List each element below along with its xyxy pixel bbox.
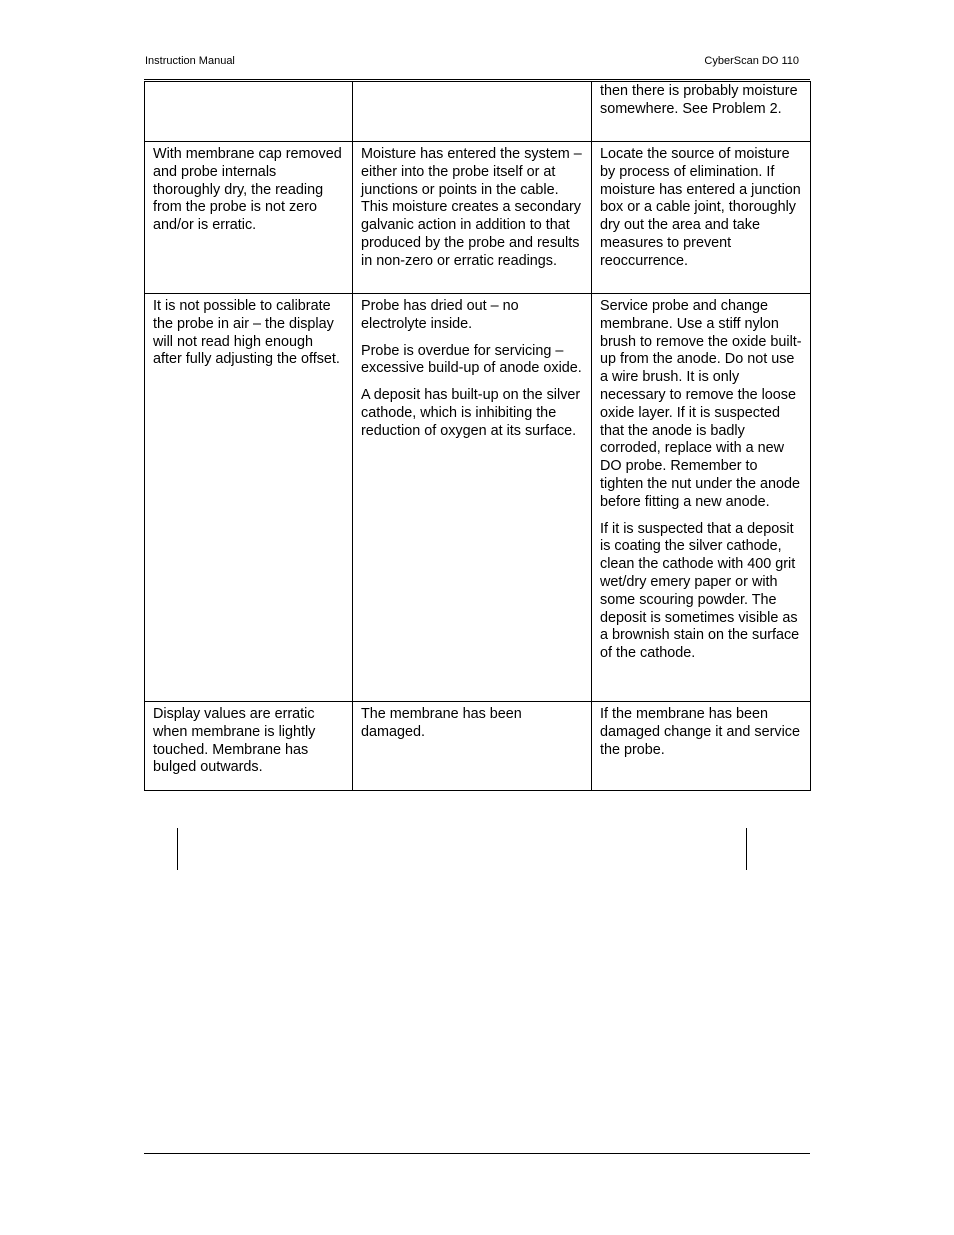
problem-text: It is not possible to calibrate the probe in air – the display will not read high enough after fully adjusting the offset.: [153, 298, 340, 368]
header-product-name: CyberScan DO 110: [704, 55, 799, 67]
header-divider: [144, 79, 810, 80]
change-bar-left: [177, 828, 178, 870]
troubleshooting-table: [144, 81, 811, 791]
cause-cell: [353, 142, 592, 294]
cause-cell: [353, 702, 592, 791]
table-row: [145, 702, 811, 791]
header-manual-title: Instruction Manual: [145, 55, 235, 67]
cause-text: Probe is overdue for servicing – excessive build-up of anode oxide.: [361, 342, 582, 377]
problem-text: With membrane cap removed and probe internals thoroughly dry, the reading from the probe is not zero and/or is erratic.: [153, 146, 342, 234]
change-bar-right: [746, 828, 747, 870]
problem-cell: [145, 142, 353, 294]
cause-text: Probe has dried out – no electrolyte inside.: [361, 298, 519, 332]
table-row: [145, 82, 811, 142]
action-text: If it is suspected that a deposit is coating the silver cathode, clean the cathode with 400 grit wet/dry emery paper or with some scouring powder. The deposit is sometimes visible as a brownish stain on the surface of the cathode.: [600, 520, 800, 662]
table-row: [145, 142, 811, 294]
table-row: [145, 294, 811, 702]
action-cell: [592, 82, 811, 142]
problem-cell: [145, 702, 353, 791]
cause-cell: [353, 82, 592, 142]
cause-cell: [353, 294, 592, 702]
cause-text: A deposit has built-up on the silver cathode, which is inhibiting the reduction of oxygen at its surface.: [361, 387, 581, 439]
action-cell: [592, 142, 811, 294]
action-text: then there is probably moisture somewhere. See Problem 2.: [600, 83, 798, 117]
action-cell: [592, 702, 811, 791]
action-text: Locate the source of moisture by process of elimination. If moisture has entered a junction box or a cable joint, thoroughly dry out the area and take measures to prevent reoccurrence.: [600, 146, 801, 269]
cause-text: Moisture has entered the system – either into the probe itself or at junctions or points in the cable. This moisture creates a secondary galvanic action in addition to that produced by the probe and results in non-zero or erratic readings.: [361, 146, 582, 269]
footer-divider: [144, 1153, 810, 1154]
cause-text: The membrane has been damaged.: [361, 706, 522, 740]
action-text: Service probe and change membrane. Use a stiff nylon brush to remove the oxide built-up from the anode. Do not use a wire brush. It is only necessary to remove the loose oxide layer. If it is suspected that the anode is badly corroded, replace with a new DO probe. Remember to tighten the nut under the anode before fitting a new anode.: [600, 298, 802, 510]
problem-cell: [145, 82, 353, 142]
action-cell: [592, 294, 811, 702]
action-text: If the membrane has been damaged change it and service the probe.: [600, 706, 801, 758]
problem-text: Display values are erratic when membrane is lightly touched. Membrane has bulged outwards.: [153, 706, 316, 776]
problem-cell: [145, 294, 353, 702]
